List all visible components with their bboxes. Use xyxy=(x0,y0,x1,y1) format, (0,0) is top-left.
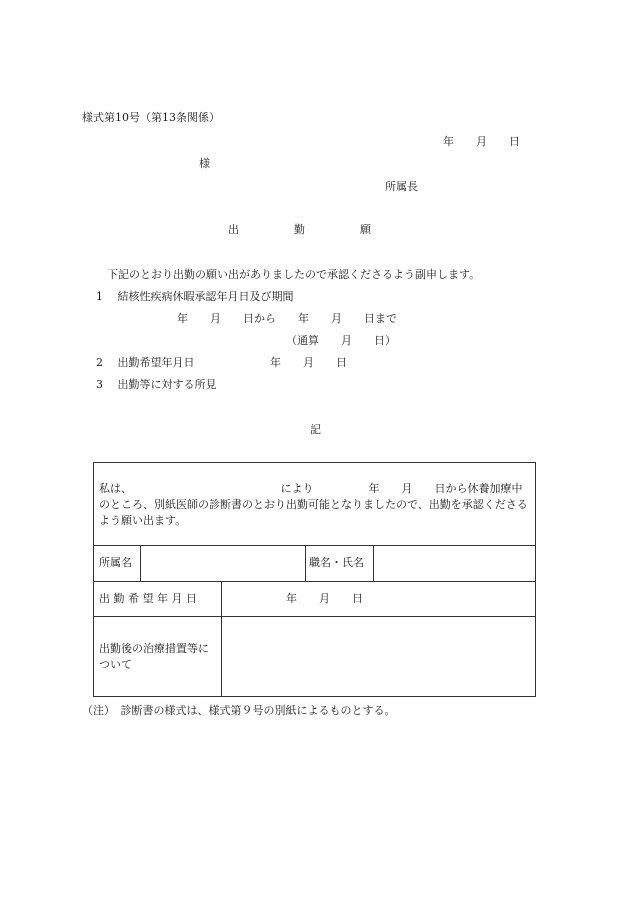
dept-label: 所属名 xyxy=(99,556,132,569)
item2-label: 2 出勤希望年月日 xyxy=(96,356,195,369)
form-number: 様式第10号（第13条関係） xyxy=(82,111,220,124)
item1-label: 1 結核性疾病休暇承認年月日及び期間 xyxy=(96,290,294,303)
item1-total: （通算 月 日） xyxy=(286,334,396,347)
document-title: 出 勤 願 xyxy=(228,223,371,236)
application-table xyxy=(93,462,536,697)
col-divider xyxy=(140,545,141,581)
date-line: 年 月 日 xyxy=(443,135,520,148)
desired-date-value: 年 月 日 xyxy=(286,592,363,605)
row-divider xyxy=(94,545,535,546)
treatment-label-line2: ついて xyxy=(99,658,132,671)
col-divider xyxy=(221,581,222,697)
row-divider xyxy=(94,581,535,582)
sender-title: 所属長 xyxy=(385,180,418,193)
row-divider xyxy=(94,616,535,617)
footnote: （注） 診断書の様式は、様式第９号の別紙によるものとする。 xyxy=(82,704,396,717)
addressee-suffix: 様 xyxy=(199,157,210,170)
ki-marker: 記 xyxy=(310,423,321,436)
item1-period: 年 月 日から 年 月 日まで xyxy=(177,312,397,325)
col-divider xyxy=(373,545,374,581)
position-label: 職名・氏名 xyxy=(309,556,364,569)
statement-text: 私は、 により 年 月 日から休養加療中のところ、別紙医師の診断書のとおり出勤可能となりましたので、出勤を承認くださるよう願い出ます。 xyxy=(99,482,528,527)
desired-date-label: 出 勤 希 望 年 月 日 xyxy=(99,592,197,605)
intro-text: 下記のとおり出勤の願い出がありましたので承認くださるよう副申します。 xyxy=(107,268,481,281)
item3-label: 3 出勤等に対する所見 xyxy=(96,378,217,391)
treatment-label-line1: 出勤後の治療措置等に xyxy=(99,642,209,655)
col-divider xyxy=(305,545,306,581)
item2-date: 年 月 日 xyxy=(270,356,347,369)
